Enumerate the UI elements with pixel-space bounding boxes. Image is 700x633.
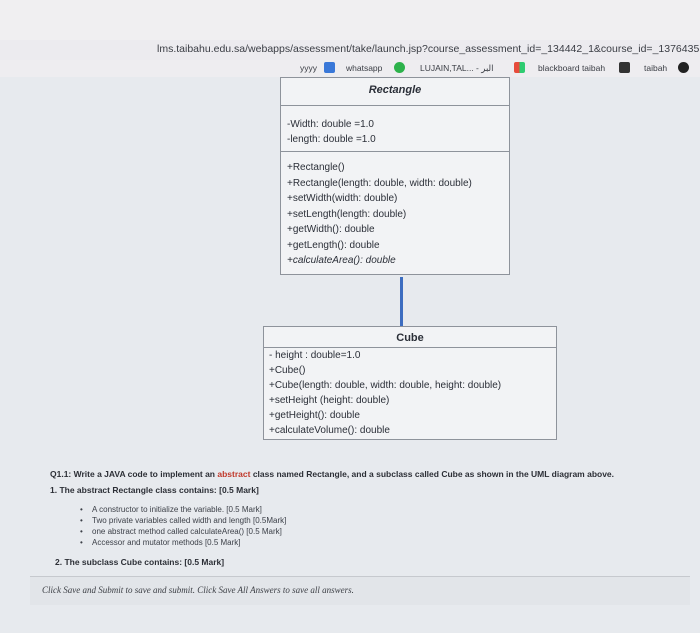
question-prefix: Q1.1: Write a JAVA code to implement an: [50, 469, 218, 479]
submit-instructions: Click Save and Submit to save and submit. Click Save All Answers to save all answers.: [42, 585, 354, 595]
browser-tabstrip: [0, 0, 700, 40]
cube-constructor: +Cube(): [269, 365, 306, 376]
bullet-dot-0: •: [80, 505, 83, 514]
question-part2-text: 2. The subclass Cube contains: [0.5 Mark]: [55, 557, 225, 567]
microsoft-icon: [514, 62, 525, 73]
attribute-length: -length: double =1.0: [287, 134, 376, 145]
bullet-accessors: Accessor and mutator methods [0.5 Mark]: [92, 538, 241, 547]
cube-setheight: +setHeight (height: double): [269, 395, 390, 406]
bullet-constructor: A constructor to initialize the variable. [0.5 Mark]: [92, 505, 262, 514]
yyyy-icon: [324, 62, 335, 73]
question-part2: [55, 557, 224, 567]
method-calculatearea: +calculateArea(): double: [287, 255, 396, 266]
taibah-icon: [678, 62, 689, 73]
cube-class-name: Cube: [396, 332, 424, 344]
bookmark-taibah[interactable]: taibah: [644, 63, 668, 73]
method-getwidth: +getWidth(): double: [287, 224, 375, 235]
cube-members: [264, 347, 556, 439]
bullet-dot-3: •: [80, 538, 83, 547]
url-text[interactable]: lms.taibahu.edu.sa/webapps/assessment/take/launch.jsp?course_assessment_id=_134442_1&course_id=_1376435: [157, 43, 700, 55]
bullet-private-vars: Two private variables called width and length [0.5Mark]: [92, 516, 287, 525]
question-part1: [50, 485, 259, 495]
rectangle-class-name: Rectangle: [368, 84, 422, 96]
rectangle-class-box: [280, 77, 510, 275]
bookmark-lujain[interactable]: LUJAIN,TAL... - ﺍﻟﺒﺮ: [420, 63, 494, 73]
cube-getheight: +getHeight(): double: [269, 410, 360, 421]
rectangle-attributes: [281, 105, 509, 151]
bookmark-yyyy[interactable]: yyyy: [300, 63, 317, 73]
cube-class-box: [263, 326, 557, 440]
bookmark-whatsapp[interactable]: whatsapp: [346, 63, 383, 73]
method-constructor: +Rectangle(): [287, 162, 345, 173]
cube-calculatevolume: +calculateVolume(): double: [269, 425, 390, 436]
rectangle-methods: [281, 151, 509, 274]
bullet-dot-2: •: [80, 527, 83, 536]
inheritance-connector: [400, 277, 403, 327]
blackboard-icon: [619, 62, 630, 73]
question-text: [50, 469, 614, 479]
question-suffix: class named Rectangle, and a subclass called Cube as shown in the UML diagram above.: [250, 469, 615, 479]
bullet-abstract-method: one abstract method called calculateArea() [0.5 Mark]: [92, 527, 282, 536]
method-constructor-params: +Rectangle(length: double, width: double): [287, 177, 472, 189]
bullet-dot-1: •: [80, 516, 83, 525]
question-abstract-word: abstract: [217, 469, 251, 479]
bookmark-blackboard[interactable]: blackboard taibah: [538, 63, 606, 73]
method-getlength: +getLength(): double: [287, 239, 380, 251]
cube-constructor-params: +Cube(length: double, width: double, height: double): [269, 380, 502, 391]
method-setwidth: +setWidth(width: double): [287, 193, 398, 204]
cube-attribute-height: - height : double=1.0: [269, 350, 361, 361]
question-part1-text: 1. The abstract Rectangle class contains: [0.5 Mark]: [50, 485, 259, 495]
whatsapp-icon: [394, 62, 405, 73]
attribute-width: -Width: double =1.0: [287, 119, 374, 130]
method-setlength: +setLength(length: double): [287, 208, 407, 220]
